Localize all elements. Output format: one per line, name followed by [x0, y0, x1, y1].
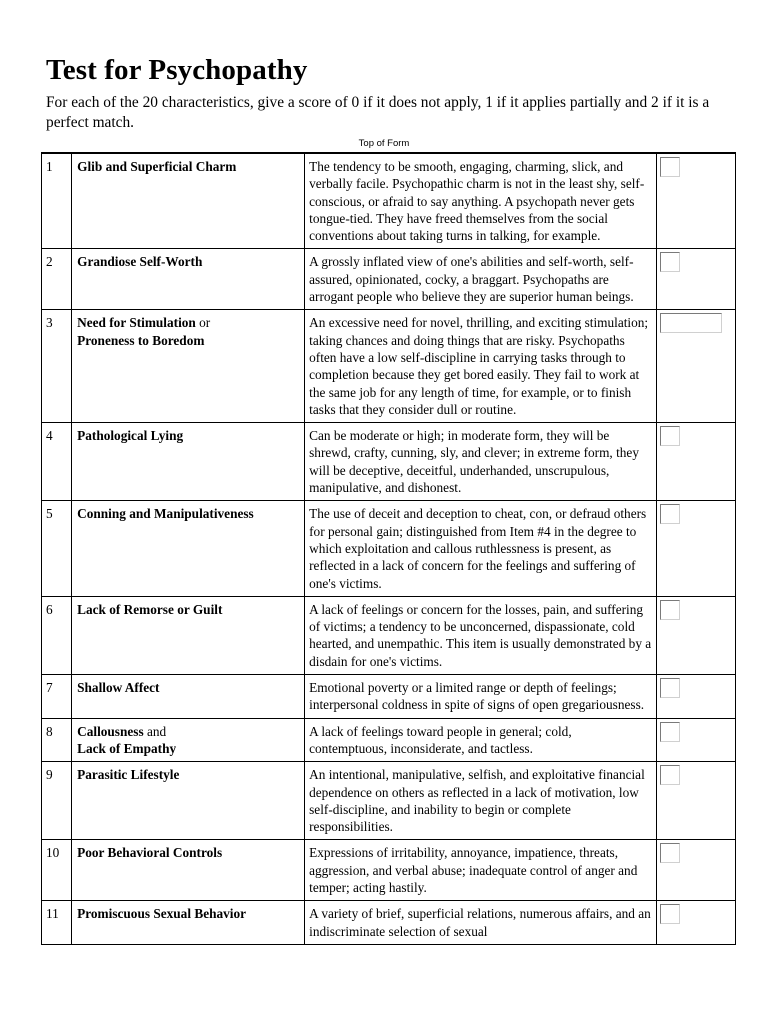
characteristics-table — [41, 152, 736, 945]
trait-description: An excessive need for novel, thrilling, and exciting stimulation; taking chances and doing things that are risky. Psychopaths often have a low self-discipline in carrying tasks through to completion because they get bored easily. They fail to work at the same job for any length of time, for example, or to finish tasks that they consider dull or routine. — [305, 310, 657, 423]
score-input[interactable] — [660, 426, 680, 446]
characteristics-table-container — [41, 152, 736, 945]
trait-name: Promiscuous Sexual Behavior — [72, 901, 305, 945]
score-cell — [657, 840, 736, 901]
score-input[interactable] — [660, 157, 680, 177]
item-number: 7 — [42, 675, 72, 719]
page-title: Test for Psychopathy — [46, 54, 308, 86]
trait-name: Lack of Remorse or Guilt — [72, 597, 305, 675]
item-number: 2 — [42, 249, 72, 310]
item-number: 10 — [42, 840, 72, 901]
trait-connector: and — [143, 723, 167, 739]
score-cell — [657, 310, 736, 423]
score-input[interactable] — [660, 722, 680, 742]
trait-description: The use of deceit and deception to cheat, con, or defraud others for personal gain; distinguished from Item #4 in the degree to which exploitation and callous ruthlessness is present, as reflected in a lack of concern for the feelings and suffering of one's victims. — [305, 501, 657, 596]
score-cell — [657, 901, 736, 945]
trait-name: Poor Behavioral Controls — [72, 840, 305, 901]
table-row — [42, 675, 736, 719]
trait-description: The tendency to be smooth, engaging, charming, slick, and verbally facile. Psychopathic charm is not in the least shy, self-conscious, or afraid to say anything. A psychopath never gets tongue-tied. They have freed themselves from the social conventions about taking turns in talking, for example. — [305, 154, 657, 249]
score-cell — [657, 762, 736, 840]
item-number: 8 — [42, 719, 72, 763]
item-number: 3 — [42, 310, 72, 423]
instructions-text: For each of the 20 characteristics, give a score of 0 if it does not apply, 1 if it applies partially and 2 if it is a perfect match. — [46, 94, 710, 131]
trait-name-part2: Proneness to Boredom — [77, 332, 205, 348]
table-row — [42, 719, 736, 763]
trait-name-part1: Need for Stimulation — [77, 315, 196, 331]
score-input[interactable] — [660, 504, 680, 524]
trait-description: A lack of feelings or concern for the losses, pain, and suffering of victims; a tendency to be unconcerned, dispassionate, cold hearted, and unempathic. This item is usually demonstrated by a disdain for one's victims. — [305, 597, 657, 675]
trait-name: Pathological Lying — [72, 423, 305, 501]
trait-description: An intentional, manipulative, selfish, and exploitative financial dependence on others as reflected in a lack of motivation, low self-discipline, and inability to begin or complete responsibilities. — [305, 762, 657, 840]
trait-name: Grandiose Self-Worth — [72, 249, 305, 310]
score-input[interactable] — [660, 600, 680, 620]
table-row — [42, 501, 736, 596]
trait-name: Conning and Manipulativeness — [72, 501, 305, 596]
score-input[interactable] — [660, 765, 680, 785]
trait-description: Can be moderate or high; in moderate form, they will be shrewd, crafty, cunning, sly, and clever; in extreme form, they will be deceptive, deceitful, underhanded, unscrupulous, manipulative, and dishonest. — [305, 423, 657, 501]
trait-name-part2: Lack of Empathy — [77, 740, 177, 756]
score-cell — [657, 154, 736, 249]
trait-description: A lack of feelings toward people in general; cold, contemptuous, inconsiderate, and tactless. — [305, 719, 657, 763]
score-input[interactable] — [660, 904, 680, 924]
table-row — [42, 249, 736, 310]
score-input[interactable] — [660, 313, 722, 333]
item-number: 5 — [42, 501, 72, 596]
score-cell — [657, 719, 736, 763]
item-number: 4 — [42, 423, 72, 501]
score-cell — [657, 501, 736, 596]
item-number: 6 — [42, 597, 72, 675]
trait-description: Expressions of irritability, annoyance, impatience, threats, aggression, and verbal abuse; inadequate control of anger and temper; acting hastily. — [305, 840, 657, 901]
table-row — [42, 597, 736, 675]
trait-name — [72, 719, 305, 763]
table-row — [42, 423, 736, 501]
item-number: 11 — [42, 901, 72, 945]
form-top-label: Top of Form — [358, 138, 410, 149]
score-cell — [657, 597, 736, 675]
trait-name-part1: Callousness — [77, 723, 144, 739]
trait-connector: or — [195, 315, 211, 331]
trait-description: A variety of brief, superficial relations, numerous affairs, and an indiscriminate selection of sexual — [305, 901, 657, 945]
score-input[interactable] — [660, 843, 680, 863]
trait-description: Emotional poverty or a limited range or depth of feelings; interpersonal coldness in spite of signs of open gregariousness. — [305, 675, 657, 719]
trait-name: Shallow Affect — [72, 675, 305, 719]
trait-name — [72, 310, 305, 423]
trait-description: A grossly inflated view of one's abilities and self-worth, self-assured, opinionated, cocky, a braggart. Psychopaths are arrogant people who believe they are superior human beings. — [305, 249, 657, 310]
trait-name: Parasitic Lifestyle — [72, 762, 305, 840]
table-row — [42, 901, 736, 945]
score-cell — [657, 423, 736, 501]
table-row — [42, 310, 736, 423]
score-input[interactable] — [660, 678, 680, 698]
table-row — [42, 154, 736, 249]
score-cell — [657, 675, 736, 719]
score-input[interactable] — [660, 252, 680, 272]
trait-name: Glib and Superficial Charm — [72, 154, 305, 249]
item-number: 1 — [42, 154, 72, 249]
item-number: 9 — [42, 762, 72, 840]
table-row — [42, 840, 736, 901]
score-cell — [657, 249, 736, 310]
table-row — [42, 762, 736, 840]
